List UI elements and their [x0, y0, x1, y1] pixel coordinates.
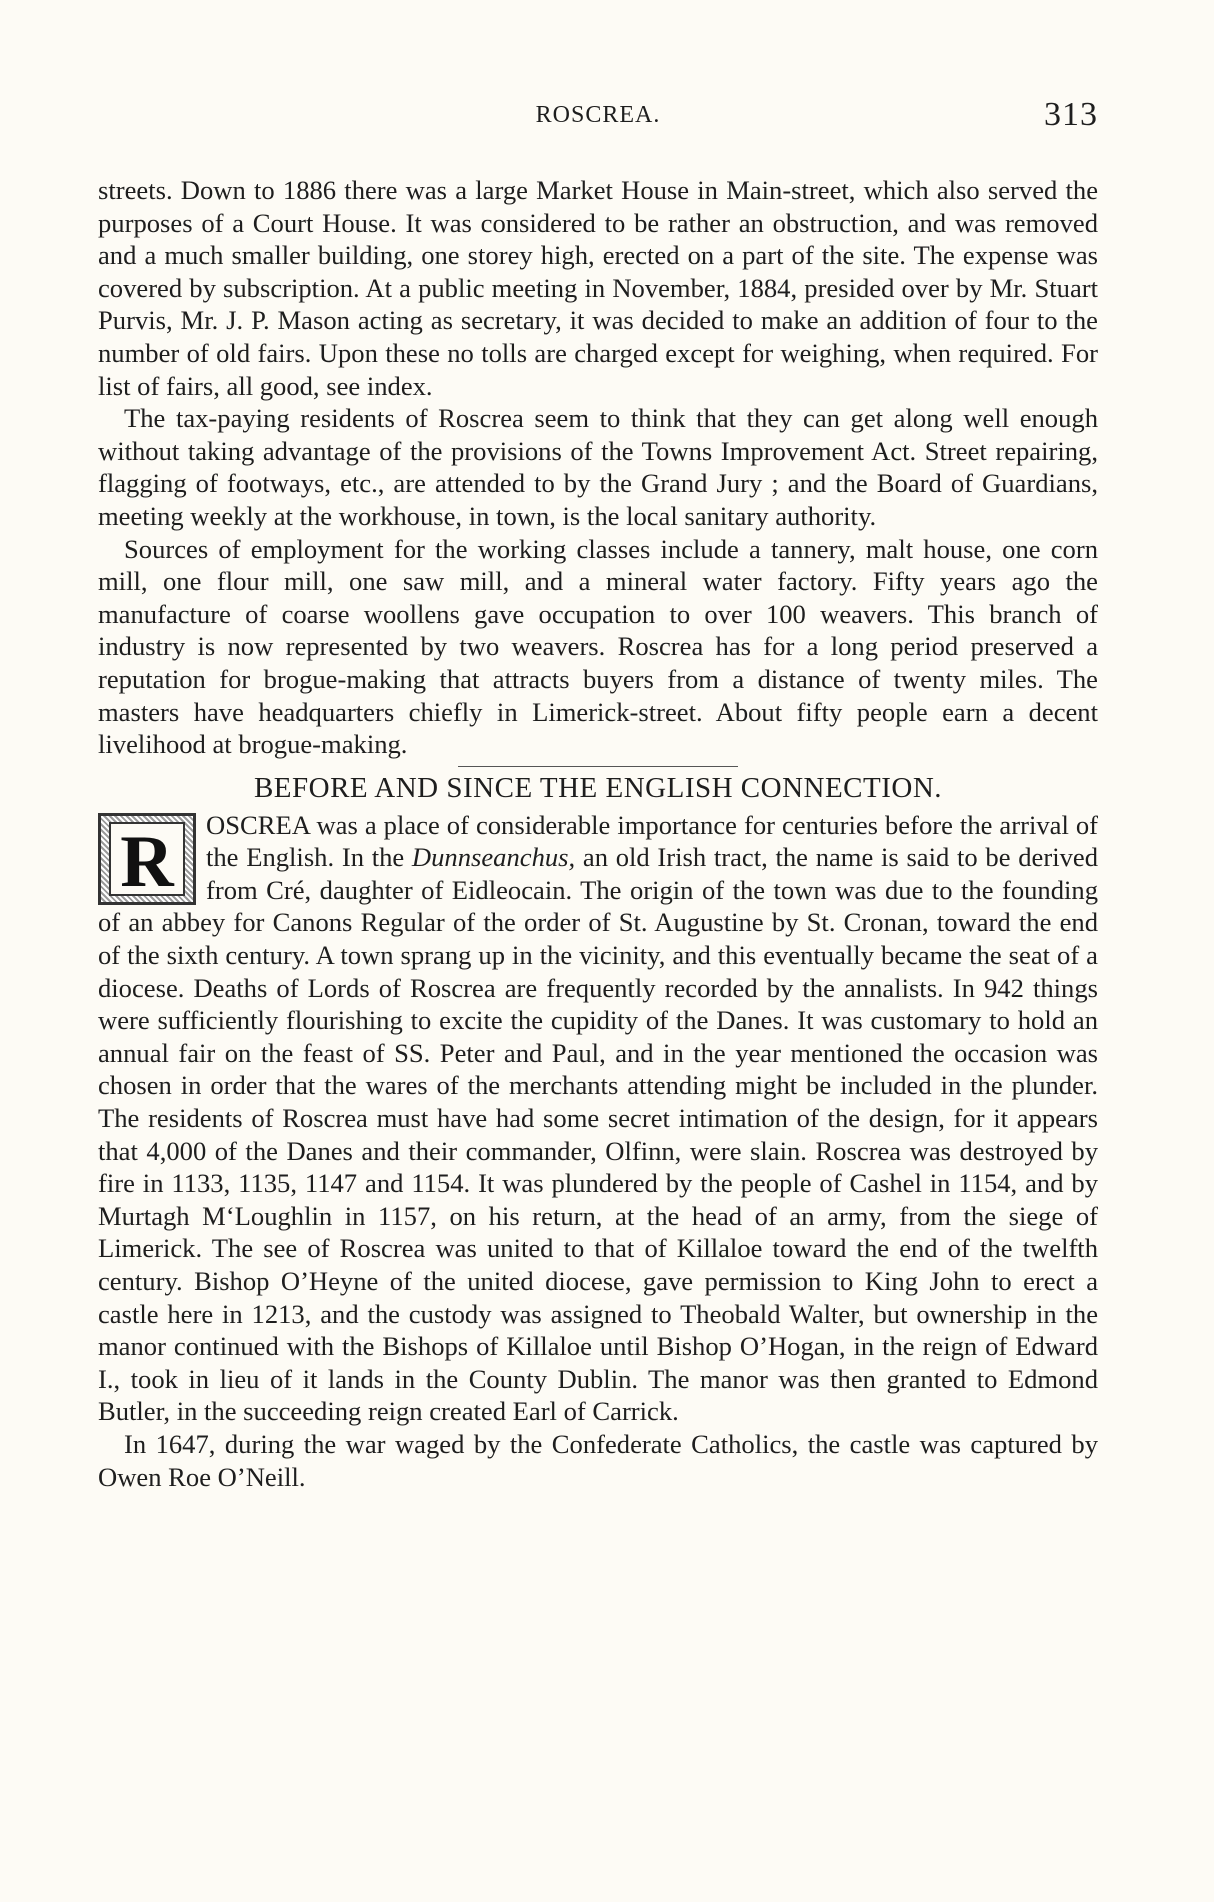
- history-text-start: OSCREA was a place of considerable importance for centuries before the arrival of the English. In the: [206, 809, 1098, 873]
- paragraph-tax-payers: The tax-paying residents of Roscrea seem to think that they can get along well enough without taking advantage of the provisions of the Towns Improvement Act. Street repairing, flagging of footways, etc., are attended to by the Grand Jury ; and the Board of Guardians, meeting weekly at the workhouse, in town, is the local sanitary authority.: [98, 403, 1098, 531]
- paragraph-history: [98, 809, 1098, 1428]
- initial-letter: R: [109, 822, 185, 896]
- running-header: [98, 96, 1098, 140]
- paragraph-employment: Sources of employment for the working classes include a tannery, malt house, one corn mill, one flour mill, one saw mill, and a mineral water factory. Fifty years ago the manufacture of coarse woollens gave occupation to over 100 weavers. This branch of industry is now represented by two weavers. Roscrea has for a long period preserved a reputation for brogue-making that attracts buyers from a distance of twenty miles. The masters have headquarters chiefly in Limerick-street. About fifty people earn a decent livelihood at brogue-making.: [98, 533, 1098, 760]
- body-text: [98, 174, 1098, 1493]
- page-number: 313: [1044, 96, 1098, 133]
- history-text-rest: an old Irish tract, the name is said to be derived from Cré, daughter of Eidleocain. The origin of the town was due to the founding of an abbey for Canons Regular of the order of St. Augustine by St. Cronan, toward the end of the sixth century. A town sprang up in the vicinity, and this eventually became the seat of a diocese. Deaths of Lords of Roscrea are frequently recorded by the annalists. In 942 things were sufficiently flourishing to excite the cupidity of the Danes. It was customary to hold an annual fair on the feast of SS. Peter and Paul, and in the year mentioned the occasion was chosen in order that the wares of the merchants attending might be included in the plunder. The residents of Roscrea must have had some secret intimation of the design, for it appears that 4,000 of the Danes and their commander, Olfinn, were slain. Roscrea was destroyed by fire in 1133, 1135, 1147 and 1154. It was plundered by the people of Cashel in 1154, and by Murtagh M‘Loughlin in 1157, on his return, at the head of an army, from the siege of Limerick. The see of Roscrea was united to that of Killaloe toward the end of the twelfth century. Bishop O’Heyne of the united diocese, gave permission to King John to erect a castle here in 1213, and the custody was assigned to Theobald Walter, but ownership in the manor continued with the Bishops of Killaloe until Bishop O’Hogan, in the reign of Edward I., took in lieu of it lands in the County Dublin. The manor was then granted to Edmond Butler, in the succeeding reign created Earl of Carrick.: [98, 842, 1098, 1427]
- decorative-initial: [98, 813, 196, 905]
- running-title: ROSCREA.: [535, 102, 661, 128]
- section-divider: [458, 766, 738, 767]
- paragraph-castle-capture: In 1647, during the war waged by the Confederate Catholics, the castle was captured by Owen Roe O’Neill.: [98, 1428, 1098, 1492]
- tract-title: Dunnseanchus,: [411, 842, 576, 873]
- section-heading: BEFORE AND SINCE THE ENGLISH CONNECTION.: [253, 771, 943, 804]
- paragraph-market-house: streets. Down to 1886 there was a large Market House in Main-street, which also served the purposes of a Court House. It was considered to be rather an obstruction, and was removed and a much smaller building, one storey high, erected on a part of the site. The expense was covered by subscription. At a public meeting in November, 1884, presided over by Mr. Stuart Purvis, Mr. J. P. Mason acting as secretary, it was decided to make an addition of four to the number of old fairs. Upon these no tolls are charged except for weighing, when required. For list of fairs, all good, see index.: [98, 175, 1098, 401]
